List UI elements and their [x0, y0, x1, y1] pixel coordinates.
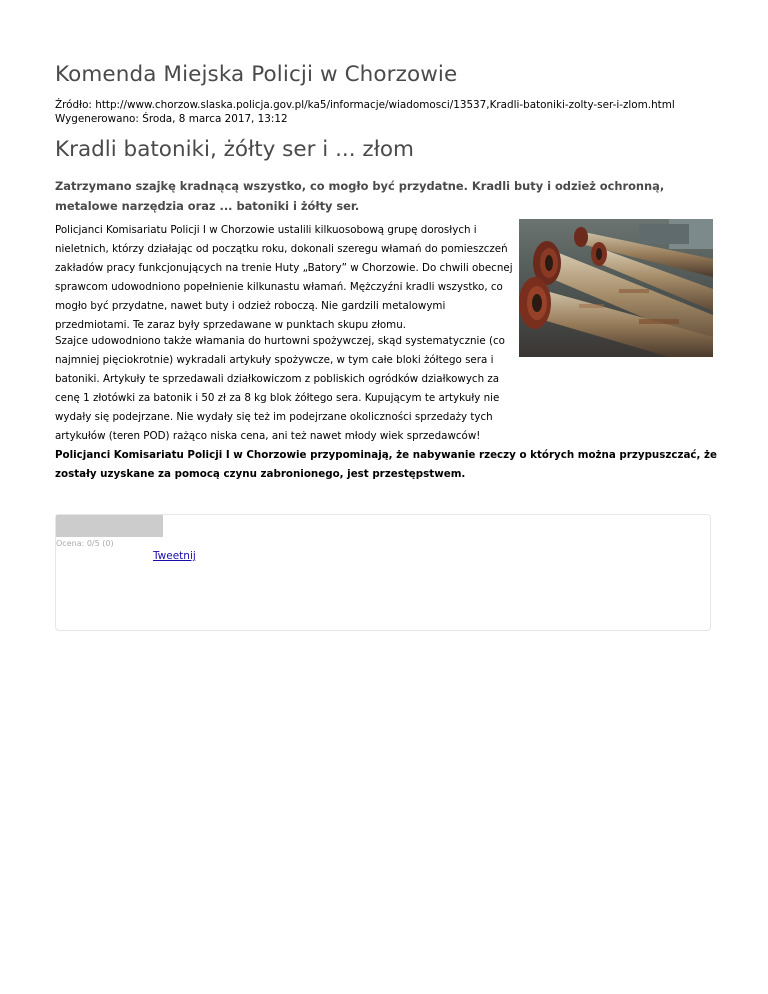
article-paragraph-1: Policjanci Komisariatu Policji I w Chorzowie ustalili kilkuosobową grupę dorosłych i nieletnich, którzy działając od początku roku, dokonali szeregu włamań do pomieszczeń zakładów pracy funkcjonujących na trenie Huty „Batory” w Chorzowie. Do chwili obecnej sprawcom udowodniono popełnienie kilkunastu włamań. Mężczyźni kradli wszystko, co mogło być przydatne, nawet buty i odzież roboczą. Nie gardzili metalowymi przedmiotami. Te zaraz były sprzedawane w punktach skupu złomu.: [55, 224, 513, 331]
tweet-link[interactable]: Tweetnij: [153, 550, 196, 562]
article-photo: [519, 219, 713, 357]
source-line: Źródło: http://www.chorzow.slaska.policja.gov.pl/ka5/informacje/wiadomosci/13537,Kradli-batoniki-zolty-ser-i-zlom.html: [55, 99, 675, 111]
article-title: Kradli batoniki, żółty ser i ... złom: [55, 137, 414, 162]
generated-line: Wygenerowano: Środa, 8 marca 2017, 13:12: [55, 112, 288, 125]
article-paragraph-3: Policjanci Komisariatu Policji I w Chorzowie przypominają, że nabywanie rzeczy o których można przypuszczać, że zostały uzyskane za pomocą czynu zabronionego, jest przestępstwem.: [55, 449, 718, 480]
rating-stars-bar[interactable]: [56, 515, 163, 537]
print-meta: [55, 99, 675, 126]
site-title: Komenda Miejska Policji w Chorzowie: [55, 62, 458, 87]
article-lead: Zatrzymano szajkę kradnącą wszystko, co mogło być przydatne. Kradli buty i odzież ochronną, metalowe narzędzia oraz ... batoniki i żółty ser.: [55, 179, 665, 213]
rating-share-panel: [55, 514, 711, 631]
rating-text: Ocena: 0/5 (0): [56, 539, 114, 548]
article-paragraph-2: Szajce udowodniono także włamania do hurtowni spożywczej, skąd systematycznie (co najmniej pięciokrotnie) wykradali artykuły spożywcze, w tym całe bloki żółtego sera i batoniki. Artykuły te sprzedawali działkowiczom z pobliskich ogródków działkowych za cenę 1 złotówki za batonik i 50 zł za 8 kg blok żółtego sera. Kupującym te artykuły nie wydały się podejrzane. Nie wydały się też im podejrzane okoliczności sprzedaży tych artykułów (teren POD) rażąco niska cena, ani też nawet młody wiek sprzedawców!: [55, 335, 505, 442]
rusty-pipes-image: [519, 219, 713, 357]
